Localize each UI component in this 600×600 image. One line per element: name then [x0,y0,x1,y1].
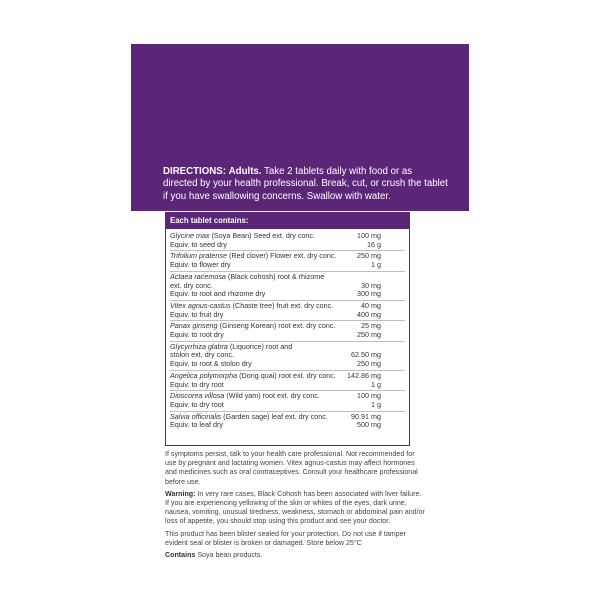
table-header: Each tablet contains: [166,213,409,229]
table-line [170,241,405,250]
ingredient-description: Equiv. to root & stolon dry [170,359,252,369]
label-panel [131,44,469,560]
ingredient-description: Equiv. to seed dry [170,239,227,249]
table-row [170,342,405,371]
purple-header [131,44,469,211]
ingredient-name [170,311,223,320]
ingredient-name [170,421,223,430]
ingredient-botanical-name: Dioscorea villosa [170,391,225,401]
directions-body: Take 2 tablets daily with food or as directed by your health professional. Break, cut, or crush the tablet if you have swallowing concerns. Swallow with water. [163,166,448,202]
ingredient-description: (Garden sage) leaf ext. dry conc. [221,411,328,421]
directions-lead: Adults. [228,166,262,177]
ingredient-description: Equiv. to leaf dry [170,420,223,430]
ingredient-description: (Soya Bean) Seed ext. dry conc. [209,231,316,240]
storage-text: This product has been blister sealed for your protection. Do not use if tamper evident seal or blister is broken or damaged. Store below 25°C [165,529,406,547]
ingredient-description: (Chaste tree) fruit ext. dry conc. [230,300,334,310]
ingredient-description: Equiv. to dry root [170,379,224,389]
table-row [170,391,405,411]
ingredient-description: ext. dry conc. [170,280,213,290]
ingredient-description: Equiv. to root and rhizome dry [170,289,266,299]
ingredient-botanical-name: Salvia officinalis [170,411,222,421]
table-row [170,251,405,271]
ingredient-name [170,381,224,390]
table-line [170,401,405,410]
table-row [170,231,405,251]
table-row [170,321,405,341]
warnings-section [165,450,427,563]
table-line [170,311,405,320]
ingredient-name [170,401,224,410]
advisory-text: If symptoms persist, talk to your health care professional. Not recommended for use by pregnant and lactating women. Vitex agnus-castus may affect hormones and medicines such as oral contraceptives. Consult your healthcare professional before use. [165,450,418,486]
ingredient-description: (Red clover) Flower ext. dry conc. [227,251,337,261]
ingredient-description: Equiv. to flower dry [170,260,231,270]
table-line [170,421,405,430]
ingredient-botanical-name: Glycine max [170,231,210,240]
ingredient-name [170,331,224,340]
ingredient-amount: 40 mg [361,300,381,310]
table-line [170,381,405,390]
table-row [170,412,405,431]
table-line [170,261,405,270]
ingredient-amount: 300 mg [357,289,381,299]
table-line [170,290,405,299]
ingredient-description: (Liquorice) root and [227,341,293,351]
ingredient-description: (Black cohosh) root & rhizome [225,271,325,281]
ingredient-botanical-name: Panax ginseng [170,321,218,331]
ingredient-amount: 250 mg [357,359,381,369]
table-line [170,331,405,340]
table-rows [166,229,409,431]
table-line [170,360,405,369]
directions-heading: DIRECTIONS: [163,166,226,177]
ingredient-amount: 1 g [371,260,381,270]
ingredient-amount: 62.50 mg [351,350,381,360]
ingredient-name [170,241,227,250]
ingredient-description: stolon ext. dry conc. [170,350,234,360]
contains-label: Contains [165,551,196,560]
warning-label: Warning: [165,489,196,498]
directions-text [163,166,449,203]
ingredients-table [165,212,410,446]
ingredient-description: (Wild yam) root ext. dry conc. [224,391,320,401]
ingredient-amount: 30 mg [361,280,381,290]
ingredient-amount: 1 g [371,379,381,389]
ingredient-description: (Dong quai) root ext. dry conc. [237,370,336,380]
ingredient-amount: 142.86 mg [347,370,381,380]
ingredient-botanical-name: Vitex agnus-castus [170,300,231,310]
warning-text [165,490,427,527]
table-row [170,371,405,391]
ingredient-description: Equiv. to fruit dry [170,309,224,319]
ingredient-amount: 100 mg [357,231,381,240]
ingredient-amount: 25 mg [361,321,381,331]
ingredient-name [170,261,231,270]
contains-text [165,551,427,560]
ingredient-amount: 1 g [371,399,381,409]
ingredient-name [170,290,265,299]
contains-body: Soya bean products. [195,551,263,560]
ingredient-amount: 100 mg [357,391,381,401]
ingredient-amount: 250 mg [357,251,381,261]
ingredient-name [170,360,252,369]
ingredient-amount: 250 mg [357,330,381,340]
warning-body: In very rare cases, Black Cohosh has been associated with liver failure. If you are experiencing yellowing of the skin or whites of the eyes, dark urine, nausea, vomiting, unusual tiredness, weakness, stomach or abdominal pain and/or loss of appetite, you should stop using this product and see your doctor. [165,489,425,526]
table-row [170,301,405,321]
table-row [170,272,405,301]
ingredient-amount: 500 mg [357,420,381,430]
ingredient-amount: 90.91 mg [351,411,381,421]
ingredient-amount: 400 mg [357,309,381,319]
ingredient-botanical-name: Actaea racemosa [170,271,226,281]
ingredient-botanical-name: Angelica polymorpha [170,370,238,380]
ingredient-description: (Ginseng Korean) root ext. dry conc. [217,321,336,331]
ingredient-botanical-name: Trifolium pratense [170,251,227,261]
ingredient-botanical-name: Glycyrrhiza glabra [170,341,228,351]
ingredient-description: Equiv. to root dry [170,330,224,340]
ingredient-amount: 16 g [367,239,381,249]
ingredient-description: Equiv. to dry root [170,399,224,409]
